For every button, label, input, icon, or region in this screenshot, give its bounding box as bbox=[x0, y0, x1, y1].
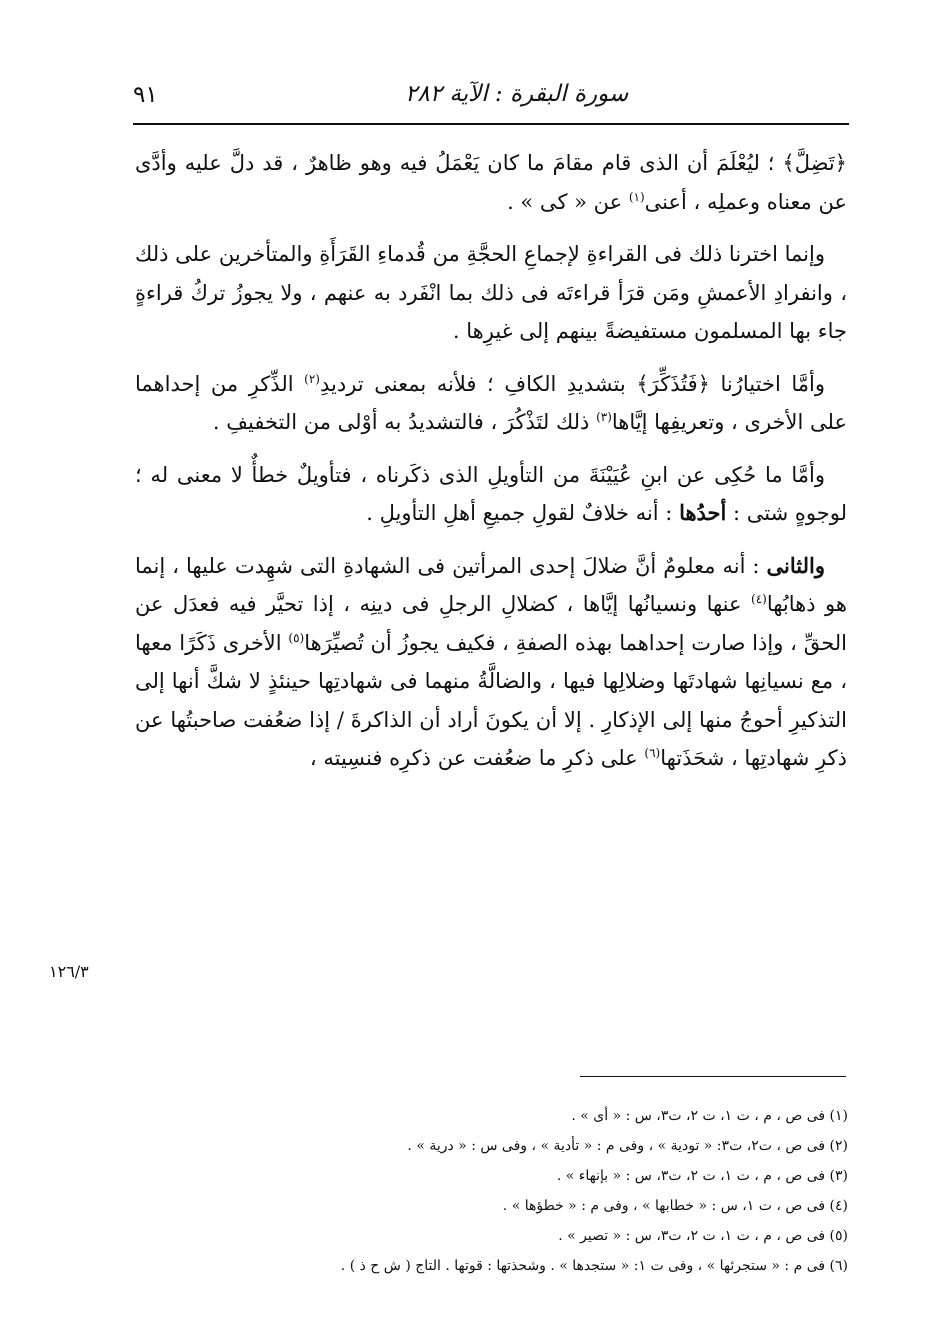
paragraph-3 bbox=[135, 365, 847, 442]
footnote-marker-3: (٣) bbox=[596, 410, 612, 424]
paragraph-1 bbox=[135, 144, 847, 221]
footnote-4: (٤) فى ص ، ت ١، س : « خطابها » ، وفى م : « خطؤها » . bbox=[502, 1198, 848, 1214]
footnote-marker-2: (٢) bbox=[304, 371, 320, 386]
footnote-rule bbox=[580, 1076, 846, 1077]
footnote-marker-1: (١) bbox=[628, 189, 645, 204]
footnote-1: (١) فى ص ، م ، ت ١، ت ٢، ت٣، س : « أى » . bbox=[571, 1108, 848, 1124]
footnote-3: (٣) فى ص ، م ، ت ١، ت ٢، ت٣، س : « بإنهاء » . bbox=[556, 1168, 848, 1184]
text-run: الذِّكرِ من إحداهما على الأخرى ، وتعريفِها إيَّاها bbox=[135, 371, 847, 434]
bold-term: أحدُها bbox=[679, 500, 727, 525]
text-run: على ذكرِ ما ضعُفت عن ذكرِه فنسِيته ، bbox=[309, 746, 645, 770]
footnote-2: (٢) فى ص ، ت٢، ت٣: « تودية » ، وفى م : « تأدية » ، وفى س : « درية » . bbox=[407, 1138, 848, 1154]
paragraph-4 bbox=[135, 456, 847, 533]
surah-title: سورة البقرة : الآية ٢٨٢ bbox=[405, 81, 629, 107]
paragraph-5 bbox=[135, 547, 847, 778]
footnote-5: (٥) فى ص ، م ، ت ١، ت ٢، ت٣، س : « تصير » . bbox=[558, 1228, 848, 1244]
footnotes bbox=[200, 1101, 848, 1281]
footnote-marker-4: (٤) bbox=[751, 592, 767, 606]
text-run: وأمَّا ما حُكِى عن ابنِ عُيَيْنَةَ من التأويلِ الذى ذكَرناه ، فتأويلٌ خطأٌ لا معنى له ؛ لوجوهٍ شتى : bbox=[135, 462, 847, 525]
footnote-marker-5: (٥) bbox=[288, 630, 305, 645]
text-run: وأمَّا اختيارُنا ﴿فَتُذَكِّرَ﴾ بتشديدِ الكافِ ؛ فلأنه بمعنى ترديدِ bbox=[319, 371, 825, 396]
page-number: ٩١ bbox=[133, 82, 158, 108]
text-run: وإنما اخترنا ذلك فى القراءةِ لإجماعِ الحجَّةِ من قُدماءِ القَرَأَةِ والمتأخرين على ذلك ، وانفرادِ الأعمشِ ومَن قرَأ قراءتَه فى ذلك بما انْفَرد به عنهم ، ولا يجوزُ تركُ قراءةٍ جاء بها المسلمون مستفيضةً بينهم إلى غيرِها . bbox=[135, 242, 847, 343]
text-run: : أنه معلومٌ أنَّ ضلالَ إحدى المرأتين فى الشهادةِ التى شهِدت عليها ، إنما هو ذهابُها bbox=[135, 553, 847, 616]
text-run: : أنه خلافٌ لقولِ جميعِ أهلِ التأويلِ . bbox=[366, 501, 680, 525]
text-run: عنها ونسيانُها إيَّاها ، كضلالِ الرجلِ فى دينِه ، إذا تحيَّر فيه فعدَل عن الحقِّ ، وإذا صارت إحداهما بهذه الصفةِ ، فكيف يجوزُ أن تُصيِّرَها bbox=[135, 592, 847, 655]
footnote-6: (٦) فى م : « ستجرئها » ، وفى ت ١: « ستجدها » . وشحذتها : قوتها . التاج ( ش ح ذ ) . bbox=[340, 1258, 848, 1274]
running-head bbox=[133, 82, 849, 116]
main-text bbox=[135, 144, 847, 792]
paragraph-2 bbox=[135, 235, 847, 351]
text-run: ذلك لتَذْكُرَ ، فالتشديدُ به أوْلى من التخفيفِ . bbox=[212, 410, 597, 434]
text-run: الأخرى ذَكَرًا معها ، مع نسيانِها شهادتَها وضلالِها فيها ، والضالَّةُ منهما فى شهادتِها حينئذٍ لا شكَّ أنها إلى التذكيرِ أحوجُ منها إلى الإذكارِ . إلا أن يكونَ أراد أن الذاكرةَ / إذا ضعُفت صاحبتُها عن ذكرِ شهادتِها ، شحَذَتها bbox=[135, 630, 847, 770]
text-run: ﴿تَضِلَّ﴾ ؛ ليُعْلَمَ أن الذى قام مقامَ ما كان يَعْمَلُ فيه وهو ظاهرٌ ، قد دلَّ عليه وأدَّى عن معناه وعملِه ، أعنى bbox=[135, 151, 847, 214]
margin-reference: ١٢٦/٣ bbox=[49, 962, 89, 981]
footnote-marker-6: (٦) bbox=[644, 746, 661, 760]
header-rule bbox=[133, 123, 849, 125]
text-run: عن « كى » . bbox=[507, 189, 629, 214]
bold-term: والثانى bbox=[766, 552, 825, 578]
